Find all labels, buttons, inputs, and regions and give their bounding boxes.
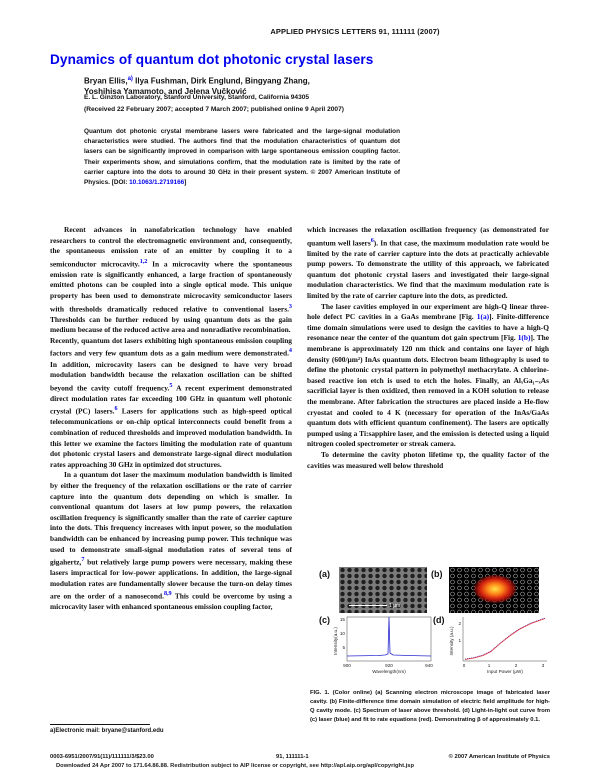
- svg-text:Input Power (μW): Input Power (μW): [487, 669, 523, 674]
- svg-text:920: 920: [385, 663, 393, 668]
- footer-page-number: 91, 111111-1: [276, 754, 309, 760]
- author-footnote-link[interactable]: a): [127, 76, 133, 82]
- spectrum-plot: [333, 615, 433, 675]
- svg-text:15: 15: [339, 617, 345, 622]
- paragraph: To determine the cavity photon lifetime τp, the quality factor of the cavities was measured well below threshold: [307, 449, 549, 470]
- download-notice[interactable]: Downloaded 24 Apr 2007 to 171.64.86.88. Redistribution subject to AIP license or copyright, see http://apl.aip.org/apl/copyright.jsp: [56, 763, 414, 769]
- citation-link[interactable]: 3: [288, 303, 292, 310]
- sem-image: [339, 567, 427, 613]
- svg-text:900: 900: [343, 663, 351, 668]
- svg-text:5: 5: [342, 645, 345, 650]
- abstract-text: Quantum dot photonic crystal membrane lasers were fabricated and the large-signal modulation characteristics were studied. The authors find that the modulation characteristics of quantum dot lasers can be significantly improved in comparison with large spontaneous emission coupling factor. Their experiments show, and simulations confirm, that the modulation rate is limited by the rate of carrier capture into the dots to around 30 GHz in their present system. © 2007 American Institute of Physics. [DOI:: [84, 128, 400, 187]
- citation-link[interactable]: 8,9: [163, 591, 172, 598]
- author-line-2: Yoshihisa Yamamoto, and Jelena Vučković: [84, 86, 247, 96]
- paragraph: The laser cavities employed in our experiment are high-Q linear three-hole defect PC cavities in a GaAs membrane [Fig. 1(a)]. Finite-difference time domain simulations were used to design the cavities to have a high-Q resonance near the center of the quantum dot gain spectrum [Fig. 1(b)]. The membrane is approximately 120 nm thick and contains one layer of high density (600/μm²) InAs quantum dots. Electron beam lithography is used to define the photonic crystal pattern in polymethyl methacrylate. A chlorine-based reactive ion etch is used to etch the holes. Finally, an AlₓGa₁₋ₓAs sacrificial layer is then oxidized, then removed in a KOH solution to release the membrane. After fabrication the structures are placed inside a He-flow cryostat and cooled to 4 K (necessary for operation of the InAs/GaAs quantum dots with efficient quantum confinement). The lasers are optically pumped using a Ti:sapphire laser, and the emission is detected using a liquid nitrogen cooled spectrometer or streak camera.: [307, 301, 549, 449]
- footnote-divider: [50, 724, 150, 725]
- svg-text:3: 3: [541, 663, 545, 668]
- mode-intensity-spot: [474, 575, 516, 603]
- received-dates: (Received 22 February 2007; accepted 7 March 2007; published online 9 April 2007): [84, 106, 344, 113]
- light-in-light-out-plot: [449, 615, 549, 675]
- figure-caption: FIG. 1. (Color online) (a) Scanning electron microscope image of fabricated laser cavity. (b) Finite-difference time domain simulation of electric field amplitude for high-Q cavity mode. (c) Spectrum of laser above threshold. (d) Light-in-light out curve from (c) laser (blue) and fit to rate equations (red). Demonstrating β of approximately 0.1.: [310, 690, 550, 723]
- abstract: Quantum dot photonic crystal membrane lasers were fabricated and the large-signal modulation characteristics were studied. The authors find that the modulation characteristics of quantum dot lasers can be significantly improved in comparison with large spontaneous emission coupling factor. Their experiments show, and simulations confirm, that the modulation rate is limited by the rate of carrier capture into the dots to around 30 GHz in their present system. © 2007 American Institute of Physics. [DOI: 10.1063/1.2719166]: [84, 128, 400, 187]
- paragraph: Recent advances in nanofabrication technology have enabled researchers to control the electromagnetic environment and, consequently, the spontaneous emission rate of an emitter by coupling it to a semiconductor microcavity.$^{1,2}$ In a microcavity where the spontaneous emission rate is significantly enhanced, a large fraction of spontaneously emitted photons can be coupled into a single optical mode. This unique property has been used to demonstrate microcavity semiconductor lasers with thresholds dramatically reduced relative to conventional lasers.$^3$ Thresholds can be further reduced by using quantum dots as the gain medium because of the reduced active area and nonradiative recombination.: [50, 225, 292, 335]
- svg-text:940: 940: [425, 663, 433, 668]
- svg-text:1: 1: [487, 663, 491, 668]
- svg-text:Wavelength(nm): Wavelength(nm): [372, 669, 406, 674]
- affiliation: E. L. Ginzton Laboratory, Stanford University, Stanford, California 94305: [84, 94, 310, 101]
- svg-text:Intensity(a.u.): Intensity(a.u.): [333, 627, 338, 655]
- citation-link[interactable]: 4: [288, 348, 292, 355]
- doi-link[interactable]: 10.1063/1.2719166: [129, 179, 185, 187]
- journal-header: APPLIED PHYSICS LETTERS 91, 111111 (2007): [270, 27, 440, 36]
- figure-1: [317, 565, 547, 675]
- svg-text:2: 2: [514, 663, 518, 668]
- citation-link[interactable]: 6: [370, 237, 374, 244]
- paragraph: which increases the relaxation oscillation frequency (as demonstrated for quantum well lasers$^6$). In that case, the maximum modulation rate would be limited by the rate of carrier capture into the dots at practically achievable pump powers. To demonstrate the utility of this approach, we fabricated quantum dot photonic crystal lasers and investigated their large-signal modulation characteristics. We find that the maximum modulation rate is limited by the rate of carrier capture into the dots, as predicted.: [307, 225, 549, 301]
- footer-issn: 0003-6951/2007/91(11)/111111/3/$23.00: [50, 754, 154, 760]
- figure-link[interactable]: 1(b): [517, 333, 531, 343]
- svg-text:0: 0: [462, 663, 466, 668]
- svg-text:Intensity (a.u.): Intensity (a.u.): [449, 626, 454, 656]
- body-column-right: [307, 225, 549, 555]
- paragraph: Recently, quantum dot lasers exhibiting high spontaneous emission coupling factors and very few quantum dots as a gain medium were demonstrated.$^4$ In addition, microcavity lasers can be designed to have very broad modulation bandwidth because the relaxation oscillation can be shifted beyond the cavity cutoff frequency.$^5$ A recent experiment demonstrated direct modulation rates far exceeding 100 GHz in quantum well photonic crystal (PC) lasers.$^6$ Lasers for applications such as high-speed optical telecommunications or on-chip optical interconnects could benefit from a combination of reduced thresholds and improved modulation bandwidth. In this letter we examine the factors limiting the modulation rate of quantum dot photonic crystal lasers and demonstrate large-signal direct modulation rates approaching 30 GHz in optimized dot structures.: [50, 335, 293, 469]
- panel-label-c: (c): [319, 615, 330, 625]
- scale-bar: [349, 605, 387, 606]
- footnote: a)Electronic mail: bryane@stanford.edu: [50, 728, 164, 734]
- author-line-1b: Ilya Fushman, Dirk Englund, Bingyang Zhang,: [132, 76, 310, 86]
- citation-link[interactable]: 5: [169, 382, 173, 389]
- scale-bar-label: 1 μm: [389, 603, 401, 609]
- svg-text:1: 1: [458, 638, 461, 643]
- paper-title: Dynamics of quantum dot photonic crystal lasers: [50, 52, 374, 67]
- panel-label-d: (d): [433, 615, 445, 625]
- body-column-left: [50, 225, 292, 613]
- svg-text:10: 10: [339, 631, 345, 636]
- panel-label-b: (b): [431, 569, 443, 579]
- svg-text:2: 2: [458, 621, 461, 626]
- citation-link[interactable]: 1,2: [139, 258, 148, 265]
- author-line-1a: Bryan Ellis,: [84, 76, 128, 86]
- paragraph: In a quantum dot laser the maximum modulation bandwidth is limited by either the frequency of the relaxation oscillations or the rate of carrier capture into the quantum dots depending on which is smaller. In conventional quantum dot lasers at low pump powers, the relaxation oscillation frequency is significantly smaller than the rate of carrier capture into the dots. This frequency increases with input power, so the modulation bandwidth can be enhanced by increasing pump power. This technique was used to demonstrate small-signal modulation rates of several tens of gigahertz,$^7$ but relatively large pump powers were necessary, making these lasers impractical for low-power applications. In addition, the large-signal modulation rates are fundamentally slower because the turn-on delay times are on the order of a nanosecond.$^{8,9}$ This could be overcome by using a microcavity laser with enhanced spontaneous emission coupling factor,: [50, 470, 292, 612]
- citation-link[interactable]: 6: [114, 406, 118, 413]
- mode-field-image: [449, 567, 539, 613]
- footer-copyright: © 2007 American Institute of Physics: [448, 754, 550, 760]
- citation-link[interactable]: 7: [81, 557, 85, 564]
- panel-label-a: (a): [319, 569, 330, 579]
- figure-link[interactable]: 1(a): [476, 312, 490, 322]
